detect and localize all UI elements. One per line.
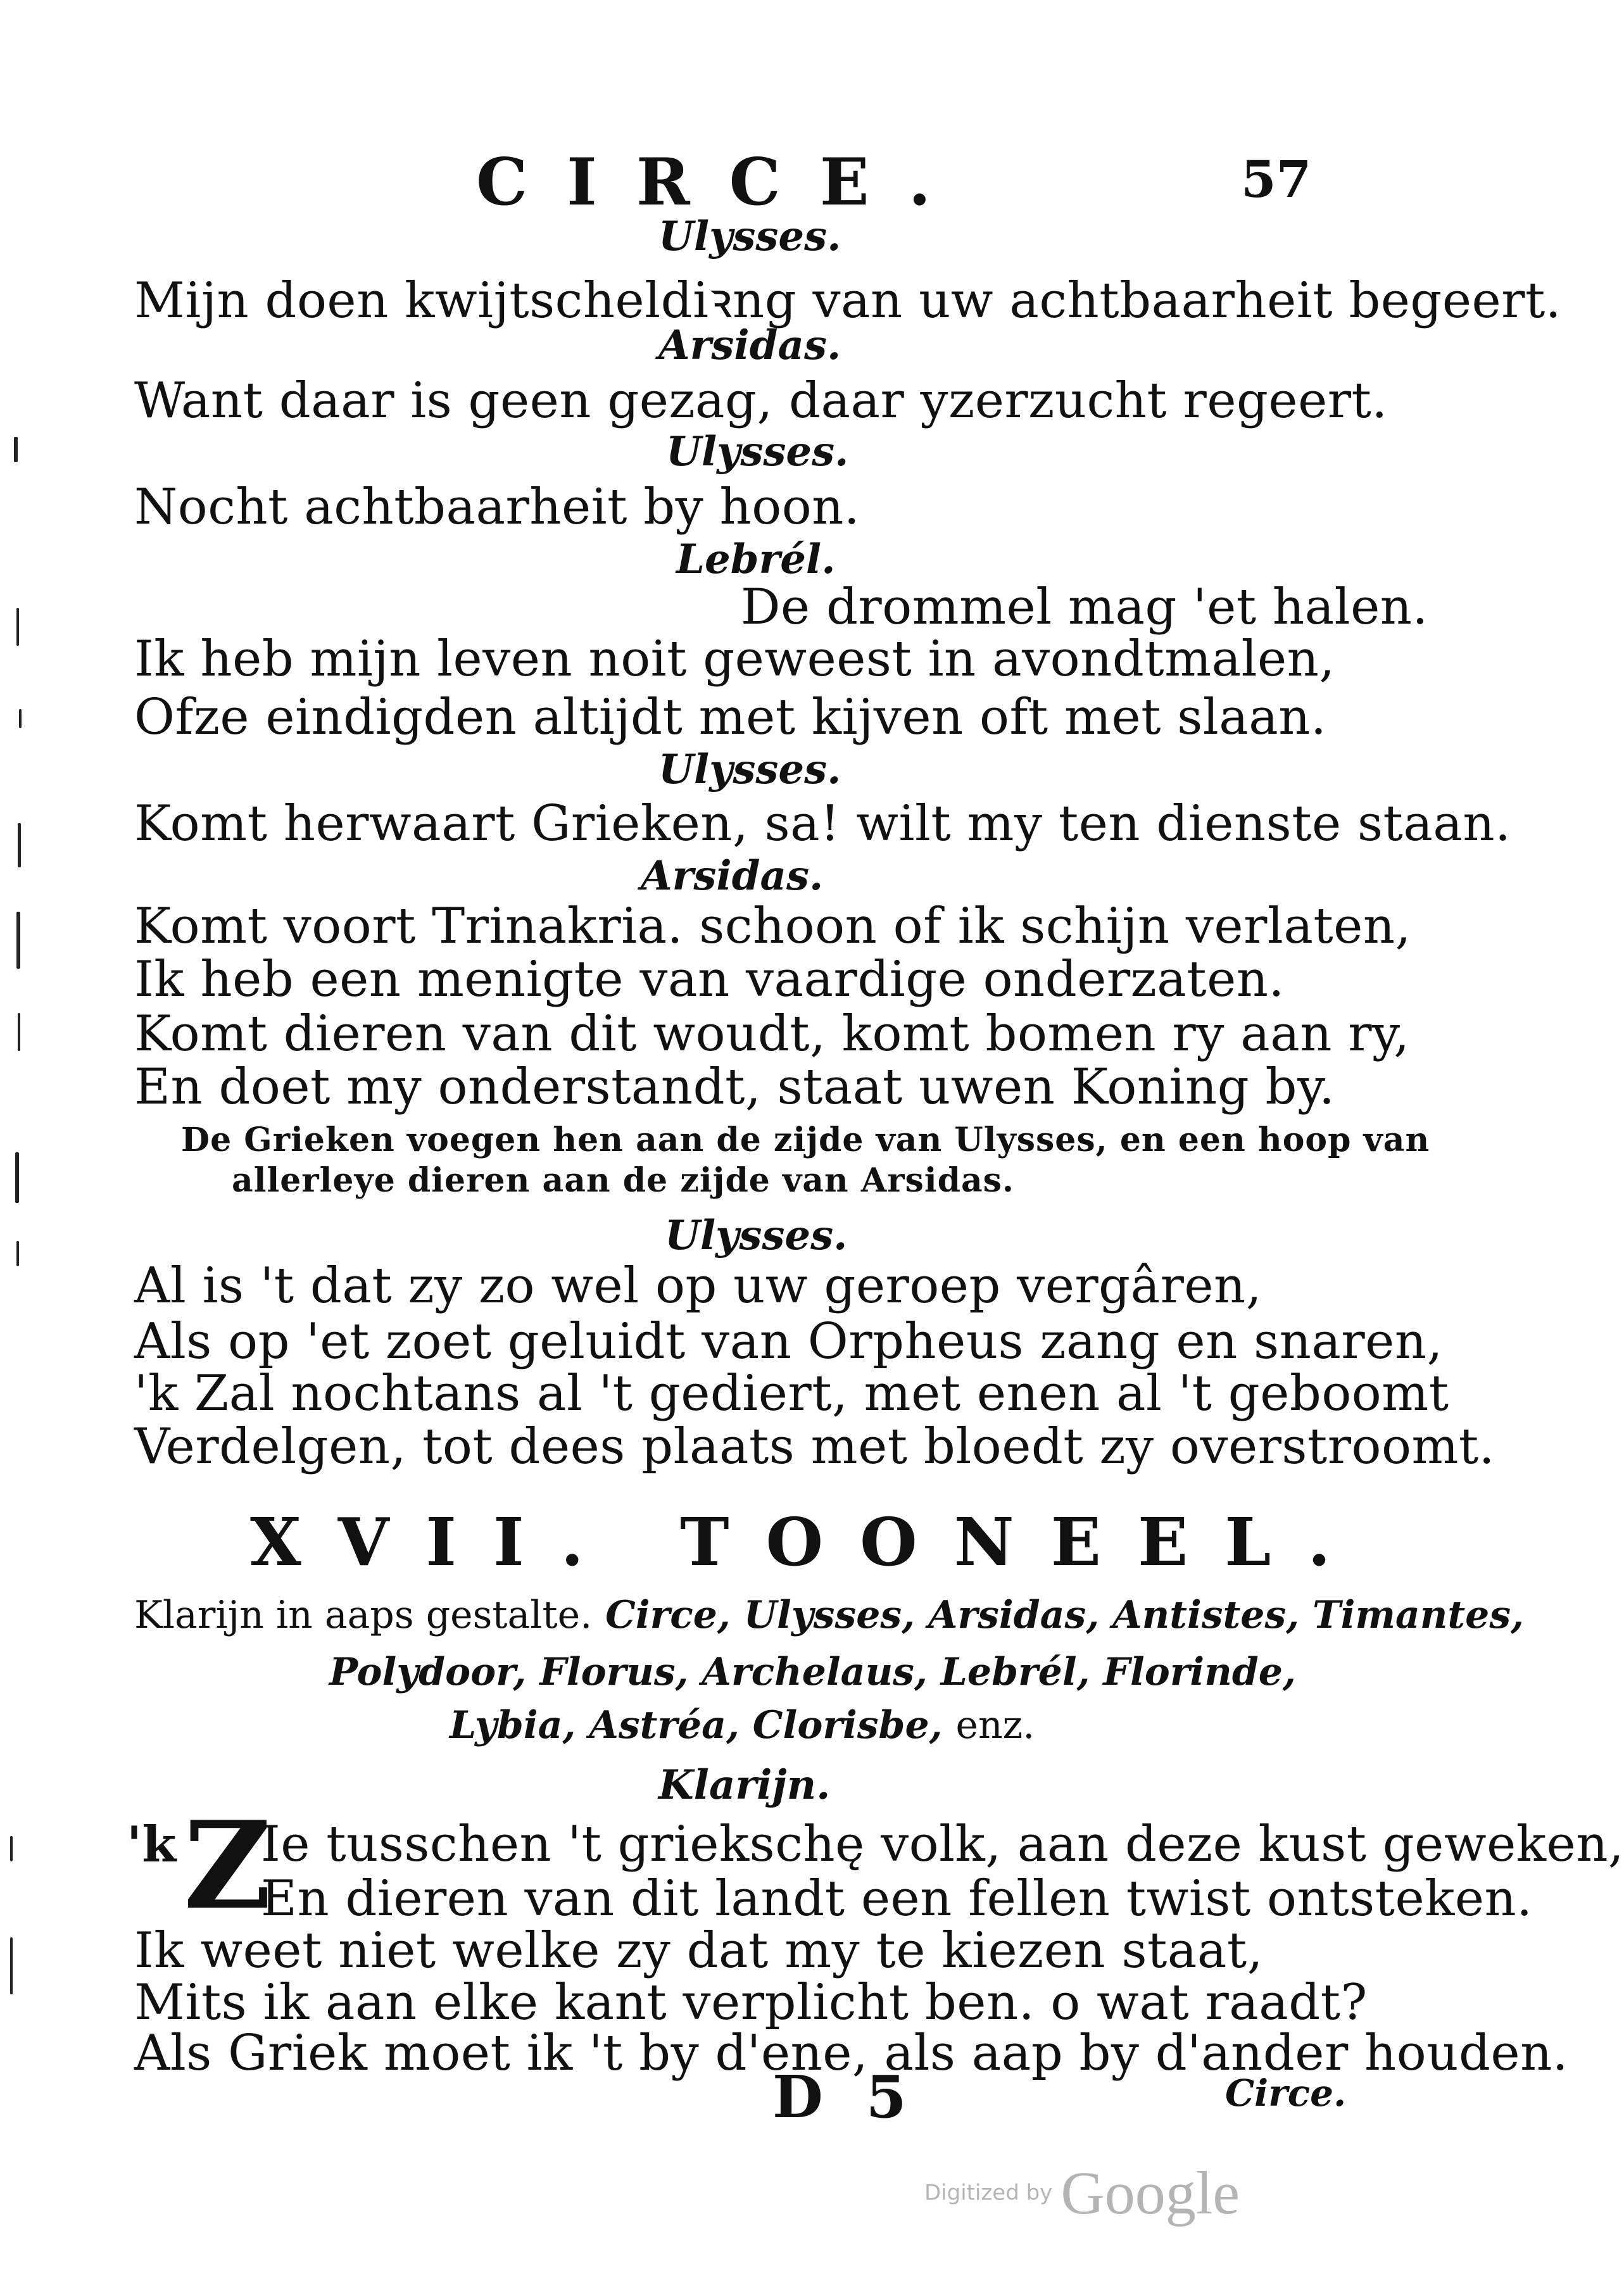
running-title: CIRCE. — [476, 144, 971, 220]
gutter-mark — [16, 912, 20, 969]
cast-names: Lybia, Astréa, Clorisbe, — [450, 1703, 943, 1747]
watermark-brand: Google — [1061, 2159, 1240, 2227]
cast-note: Klarijn in aaps gestalte. — [134, 1593, 593, 1637]
verse-line: Komt dieren van dit woudt, komt bomen ry aan ry, — [134, 1005, 1410, 1062]
dropcap-prefix: 'k — [127, 1816, 177, 1873]
verse-line: En doet my onderstandt, staat uwen Koning by. — [134, 1059, 1335, 1116]
verse-line: Als op 'et zoet geluidt van Orpheus zang en snaren, — [134, 1313, 1443, 1370]
gutter-mark — [16, 608, 19, 646]
stage-direction: allerleye dieren aan de zijde van Arsidas. — [232, 1161, 1015, 1200]
verse-line: Mits ik aan elke kant verplicht ben. o wat raadt? — [134, 1974, 1368, 2031]
cast-names: Circe, Ulysses, Arsidas, Antistes, Timantes, — [605, 1593, 1524, 1637]
verse-line: Ie tusschen 't griekschę volk, aan deze kust geweken, — [261, 1816, 1624, 1873]
verse-line: Mijn doen kwijtscheldiꝛng van uw achtbaarheit begeert. — [134, 272, 1562, 329]
speaker-name: Ulysses. — [658, 746, 841, 793]
digitized-watermark — [924, 2158, 1240, 2228]
signature-mark: D 5 — [772, 2063, 918, 2131]
verse-line: En dieren van dit landt een fellen twist ontsteken. — [261, 1870, 1533, 1927]
verse-line: Ik heb een menigte van vaardige onderzaten. — [134, 951, 1285, 1008]
speaker-name: Ulysses. — [666, 428, 849, 475]
speaker-name: Klarijn. — [658, 1761, 831, 1809]
gutter-mark — [15, 1152, 19, 1203]
watermark-prefix: Digitized by — [924, 2180, 1053, 2206]
verse-line: Als Griek moet ik 't by d'ene, als aap by d'ander houden. — [134, 2025, 1569, 2082]
gutter-mark — [18, 823, 21, 867]
catchword: Circe. — [1225, 2072, 1347, 2115]
verse-line: Komt voort Trinakria. schoon of ik schijn verlaten, — [134, 898, 1411, 955]
stage-direction: De Grieken voegen hen aan de zijde van Ulysses, en een hoop van — [181, 1121, 1430, 1159]
verse-line: Al is 't dat zy zo wel op uw geroep vergâren, — [134, 1257, 1262, 1314]
drop-cap-letter: Z — [184, 1795, 272, 1936]
verse-line: Ofze eindigden altijdt met kijven oft met slaan. — [134, 689, 1327, 746]
verse-line: 'k Zal nochtans al 't gediert, met enen al 't geboomt — [134, 1365, 1449, 1422]
speaker-name: Ulysses. — [665, 1212, 848, 1259]
verse-line: Ik heb mijn leven noit geweest in avondtmalen, — [134, 631, 1335, 688]
verse-line: Ik weet niet welke zy dat my te kiezen staat, — [134, 1922, 1263, 1979]
speaker-name: Ulysses. — [658, 213, 841, 260]
gutter-mark — [10, 1836, 13, 1861]
speaker-name: Arsidas. — [658, 322, 841, 369]
cast-list-line — [134, 1593, 1524, 1637]
cast-list-line: Polydoor, Florus, Archelaus, Lebrél, Florinde, — [329, 1650, 1296, 1694]
gutter-mark — [18, 1013, 20, 1051]
verse-line: Komt herwaart Grieken, sa! wilt my ten dienste staan. — [134, 795, 1511, 852]
scene-heading: XVII. TOONEEL. — [250, 1503, 1368, 1581]
speaker-name: Lebrél. — [676, 536, 836, 583]
cast-list-line — [450, 1703, 1035, 1747]
cast-etc: enz. — [955, 1703, 1035, 1747]
gutter-mark — [16, 1241, 19, 1266]
page-number: 57 — [1241, 149, 1312, 209]
verse-line: Nocht achtbaarheit by hoon. — [134, 479, 860, 536]
verse-line: Verdelgen, tot dees plaats met bloedt zy overstroomt. — [134, 1418, 1495, 1475]
verse-line: Want daar is geen gezag, daar yzerzucht regeert. — [134, 372, 1388, 429]
verse-line: De drommel mag 'et halen. — [741, 579, 1428, 636]
gutter-mark — [14, 437, 18, 462]
gutter-mark — [19, 709, 22, 728]
gutter-mark — [10, 1937, 13, 1994]
speaker-name: Arsidas. — [641, 852, 824, 900]
